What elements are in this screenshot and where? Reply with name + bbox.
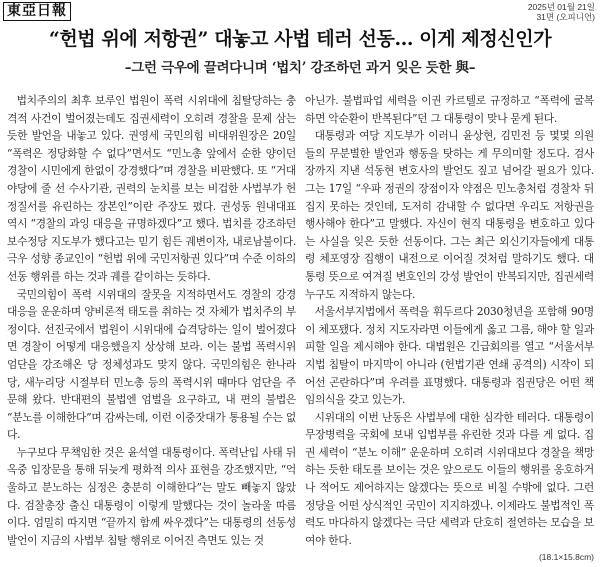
newspaper-logo: 東亞日報 xyxy=(3,2,71,21)
clipping-size-note: (18.1×15.8cm) xyxy=(538,552,594,563)
paragraph: 시위대의 이번 난동은 사법부에 대한 심각한 테러다. 대통령이 무장병력을 국회에 보내 입법부를 유린한 것과 다를 게 없다. 집권 세력이 “분노 이해” 운운하며 오히려 시위대보다 경찰을 책망하는 듯한 태도를 보이는 것은 앞으로도 이들의 행위를 옹호하거나 적어도 제어하지는 않겠다는 뜻으로 비칠 수밖에 없다. 그런 정당을 어떤 상식적인 국민이 지지하겠나. 이제라도 불법적인 폭력도 마다하지 않겠다는 극단 세력과 단호히 절연하는 모습을 보여야 한다. xyxy=(305,410,594,547)
page-section: 31면 (오피니언) xyxy=(536,12,595,22)
paragraph: 대통령과 여당 지도부가 이러니 윤상현, 김민전 등 몇몇 의원들의 무분별한 발언과 행동을 탓하는 게 무의미할 정도다. 검사장까지 지낸 석동현 변호사의 발언도 짚고 넘어갈 필요가 있다. 그는 17일 “우파 정권의 장점이자 약점은 민노총처럼 경찰차 뒤집지 못하는 것인데, 도저히 감내할 수 없다면 우리도 저항권을 행사해야 한다”고 말했다. 자신이 현직 대통령을 변호하고 있다는 사실을 잊은 듯한 선동이다. 그는 최근 외신기자들에게 대통령 체포영장 집행이 내전으로 이어질 것처럼 말하기도 했다. 대통령 뜻으로 여겨질 변호인의 강성 발언이 반복되지만, 집권세력 누구도 지적하지 않는다. xyxy=(305,129,594,301)
paragraph: 국민의힘이 폭력 시위대의 잘못을 지적하면서도 경찰의 강경 대응을 운운하며 양비론적 태도를 취하는 것 자체가 법치주의 부정이다. 선진국에서 법원이 시위대에 습격당하는 일이 벌어졌다면 경찰이 어떻게 대응했을지 상상해 보라. 이는 불법 폭력시위 엄단을 강조해온 당 정체성과도 맞지 않다. 국민의힘은 한나라당, 새누리당 시절부터 민노총 등의 폭력시위 때마다 엄단을 주문해 왔다. 반대편의 불법엔 엄벌을 요구하고, 내 편의 불법은 “분노를 이해한다”며 감싸는데, 이런 이중잣대가 통용될 수는 없다. xyxy=(7,287,296,442)
paragraph-continued: 아닌가. 불법파업 세력을 이권 카르텔로 규정하고 “폭력에 굴복하면 악순환이 반복된다”던 그 대통령이 맞나 묻게 된다. xyxy=(305,94,594,125)
paragraph: 법치주의의 최후 보루인 법원이 폭력 시위대에 침탈당하는 충격적 사건이 벌어졌는데도 집권세력이 오히려 경찰을 문제 삼는 듯한 발언을 내놓고 있다. 권영세 국민의힘 비대위원장은 20일 “폭력은 정당화할 수 없다”면서도 “민노총 앞에서 순한 양이던 경찰이 시민에게 한없이 강경했다”며 경찰을 비판했다. 또 “거대 야당에 줄 선 수사기관, 권력의 눈치를 보는 비겁한 사법부가 헌정질서를 유린하는 장본인”이란 주장도 폈다. 권성동 원내대표 역시 “경찰의 과잉 대응을 규명하겠다”고 했다. 법치를 강조하던 보수정당 지도부가 했다고는 믿기 힘든 궤변이자, 내로남불이다. 극우 성향 종교인이 “헌법 위에 국민저항권 있다”며 수준 이하의 선동 행위를 하는 것과 궤를 같이하는 듯하다. xyxy=(7,94,296,283)
article-headline: “헌법 위에 저항권” 대놓고 사법 테러 선동… 이게 제정신인가 xyxy=(48,28,552,50)
left-column xyxy=(7,92,296,549)
article-subheadline: –그런 극우에 끌려다니며 ‘법치’ 강조하던 과거 잊은 듯한 與– xyxy=(124,60,476,76)
paragraph: 서울서부지법에서 폭력을 휘두르다 2030청년을 포함해 90명이 체포됐다. 정치 지도자라면 이들에게 옳고 그름, 해야 할 일과 피할 일을 제시해야 한다. 대법원은 긴급회의를 열고 “서울서부지법 침탈이 마지막이 아니라 (헌법기관 연쇄 공격의) 시작이 되어선 곤란하다”며 우려를 표명했다. 대통령과 집권당은 어떤 책임의식을 갖고 있는가. xyxy=(305,305,594,407)
dateline xyxy=(528,2,595,22)
paragraph: 누구보다 무책임한 것은 윤석열 대통령이다. 폭력난입 사태 뒤 옥중 입장문을 통해 뒤늦게 평화적 의사 표현을 강조했지만, “억울하고 분노하는 심정은 충분히 이해한다”는 말도 빼놓지 않았다. 검찰총장 출신 대통령이 이렇게 말했다는 것이 놀라울 따름이다. 엄밀히 따지면 “끝까지 함께 싸우겠다”는 대통령의 선동성 발언이 지금의 사법부 침탈 행위로 이어진 측면도 있는 것 xyxy=(7,445,296,547)
publication-date: 2025년 01월 21일 xyxy=(527,2,595,12)
right-column xyxy=(305,92,594,567)
